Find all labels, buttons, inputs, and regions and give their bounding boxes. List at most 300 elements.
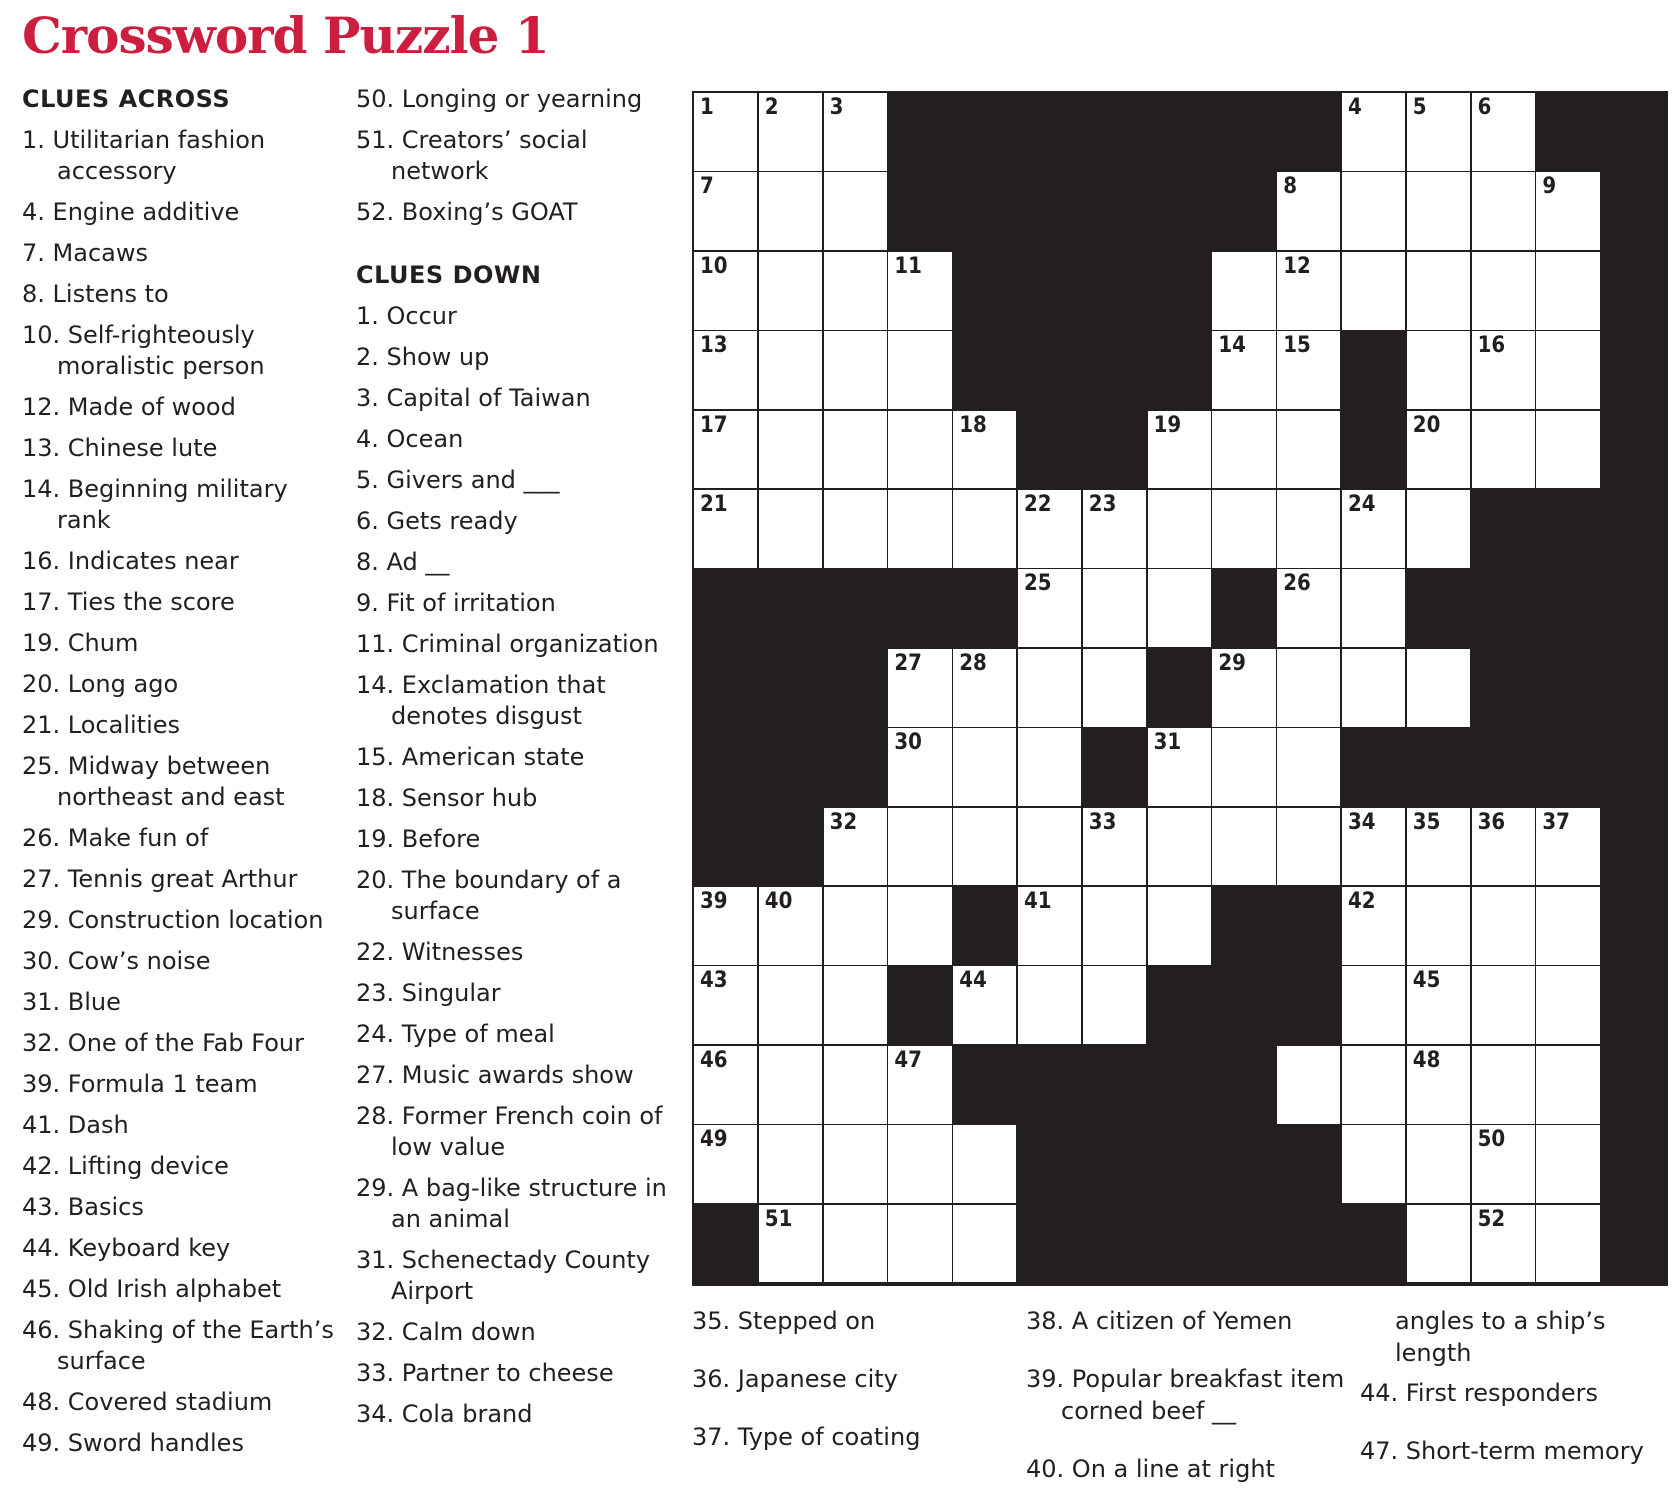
grid-block <box>1212 887 1277 967</box>
grid-cell[interactable] <box>1342 93 1407 173</box>
clue-item: 31. Blue <box>22 988 121 1016</box>
grid-cell[interactable] <box>888 728 953 808</box>
clue-item: 47. Short-term memory <box>1360 1437 1644 1465</box>
cell-number: 43 <box>700 968 728 994</box>
grid-cell[interactable] <box>953 490 1018 570</box>
clue-item: 42. Lifting device <box>22 1152 229 1180</box>
clue-item: 44. First responders <box>1360 1379 1599 1407</box>
grid-cell[interactable] <box>1342 252 1407 332</box>
grid-cell[interactable] <box>1277 252 1342 332</box>
grid-block <box>1018 93 1083 173</box>
cell-number: 11 <box>894 253 922 279</box>
clue-item: 4. Ocean <box>356 425 464 453</box>
grid-cell[interactable] <box>824 411 889 491</box>
cell-number: 29 <box>1218 650 1246 676</box>
grid-cell[interactable] <box>953 1125 1018 1205</box>
grid-block <box>1277 1125 1342 1205</box>
grid-block <box>1212 172 1277 252</box>
grid-block <box>1472 490 1537 570</box>
cell-number: 49 <box>700 1127 728 1153</box>
grid-cell[interactable] <box>953 808 1018 888</box>
grid-block <box>1407 569 1472 649</box>
grid-cell[interactable] <box>1342 490 1407 570</box>
clue-item: 12. Made of wood <box>22 393 236 421</box>
clue-item: 44. Keyboard key <box>22 1234 231 1262</box>
grid-cell[interactable] <box>1212 808 1277 888</box>
grid-cell[interactable] <box>1407 887 1472 967</box>
grid-cell[interactable] <box>1148 569 1213 649</box>
clue-item: 3. Capital of Taiwan <box>356 384 591 412</box>
clue-item: 16. Indicates near <box>22 547 239 575</box>
clue-item: 35. Stepped on <box>692 1307 876 1335</box>
grid-block <box>1601 490 1666 570</box>
clue-item: 22. Witnesses <box>356 938 524 966</box>
clue-item: 19. Chum <box>22 629 139 657</box>
clue-item: 19. Before <box>356 825 481 853</box>
grid-cell[interactable] <box>759 93 824 173</box>
grid-cell[interactable] <box>824 172 889 252</box>
grid-block <box>1018 1205 1083 1285</box>
grid-block <box>1018 252 1083 332</box>
grid-cell[interactable] <box>1083 490 1148 570</box>
grid-block <box>888 966 953 1046</box>
grid-block <box>1148 93 1213 173</box>
clues-across-heading: CLUES ACROSS <box>22 85 231 113</box>
clue-item: 8. Listens to <box>22 280 169 308</box>
grid-cell[interactable] <box>759 966 824 1046</box>
grid-cell[interactable] <box>1342 966 1407 1046</box>
grid-cell[interactable] <box>1018 966 1083 1046</box>
grid-cell[interactable] <box>1536 1046 1601 1126</box>
grid-cell[interactable] <box>824 1205 889 1285</box>
clue-item: 5. Givers and ___ <box>356 466 560 494</box>
cell-number: 41 <box>1024 889 1052 914</box>
cell-number: 13 <box>700 333 728 359</box>
grid-cell[interactable] <box>1083 649 1148 729</box>
grid-block <box>1083 331 1148 411</box>
grid-cell[interactable] <box>694 172 759 252</box>
cell-number: 20 <box>1412 412 1441 438</box>
grid-cell[interactable] <box>759 887 824 967</box>
grid-cell[interactable] <box>1472 331 1537 411</box>
grid-cell[interactable] <box>824 808 889 888</box>
grid-cell[interactable] <box>1212 649 1277 729</box>
grid-cell[interactable] <box>1277 808 1342 888</box>
cell-number: 30 <box>894 730 922 756</box>
grid-block <box>1212 569 1277 649</box>
clue-item: 20. The boundary of a surface <box>356 866 622 925</box>
cell-number: 52 <box>1477 1206 1506 1232</box>
clue-item: 28. Former French coin of low value <box>356 1102 663 1161</box>
clue-item: 45. Old Irish alphabet <box>22 1275 282 1303</box>
grid-cell[interactable] <box>694 252 759 332</box>
clues-down-bottom-2 <box>1026 1305 1346 1511</box>
grid-cell[interactable] <box>1148 490 1213 570</box>
grid-block <box>953 331 1018 411</box>
cell-number: 7 <box>700 174 714 200</box>
grid-block <box>1601 728 1666 808</box>
grid-cell[interactable] <box>1083 808 1148 888</box>
grid-cell[interactable] <box>1018 808 1083 888</box>
grid-cell[interactable] <box>694 1046 759 1126</box>
grid-cell[interactable] <box>1212 411 1277 491</box>
grid-cell[interactable] <box>1472 1205 1537 1285</box>
grid-block <box>694 808 759 888</box>
grid-block <box>1472 728 1537 808</box>
grid-cell[interactable] <box>888 1046 953 1126</box>
grid-cell[interactable] <box>1148 887 1213 967</box>
clue-item: 14. Exclamation that denotes disgust <box>356 671 606 730</box>
grid-block <box>1018 411 1083 491</box>
clue-item: 17. Ties the score <box>22 588 235 616</box>
grid-block <box>1083 411 1148 491</box>
grid-cell[interactable] <box>1018 887 1083 967</box>
grid-block <box>824 569 889 649</box>
grid-block <box>759 728 824 808</box>
grid-cell[interactable] <box>1536 172 1601 252</box>
crossword-grid <box>692 91 1668 1286</box>
grid-cell[interactable] <box>888 1125 953 1205</box>
grid-block <box>1601 808 1666 888</box>
grid-block <box>1601 331 1666 411</box>
grid-block <box>1472 569 1537 649</box>
clue-item: 48. Covered stadium <box>22 1388 273 1416</box>
grid-cell[interactable] <box>1277 411 1342 491</box>
cell-number: 36 <box>1477 809 1506 835</box>
cell-number: 33 <box>1088 809 1117 835</box>
grid-block <box>888 569 953 649</box>
grid-block <box>1601 411 1666 491</box>
cell-number: 23 <box>1088 492 1117 517</box>
clue-item: 6. Gets ready <box>356 507 518 535</box>
grid-cell[interactable] <box>1472 1125 1537 1205</box>
grid-block <box>953 1046 1018 1126</box>
grid-cell[interactable] <box>824 331 889 411</box>
clue-item: 29. Construction location <box>22 906 324 934</box>
clue-item: 38. A citizen of Yemen <box>1026 1307 1293 1335</box>
clue-item: 13. Chinese lute <box>22 434 218 462</box>
grid-block <box>1083 172 1148 252</box>
grid-cell[interactable] <box>759 252 824 332</box>
cell-number: 34 <box>1348 809 1376 835</box>
grid-block <box>1212 1125 1277 1205</box>
grid-cell[interactable] <box>824 490 889 570</box>
grid-cell[interactable] <box>1083 569 1148 649</box>
grid-cell[interactable] <box>1472 808 1537 888</box>
grid-cell[interactable] <box>694 966 759 1046</box>
grid-cell[interactable] <box>824 1125 889 1205</box>
grid-cell[interactable] <box>1018 490 1083 570</box>
grid-cell[interactable] <box>694 93 759 173</box>
grid-cell[interactable] <box>1342 887 1407 967</box>
grid-cell[interactable] <box>1407 252 1472 332</box>
clue-item: 30. Cow’s noise <box>22 947 211 975</box>
grid-cell[interactable] <box>1536 411 1601 491</box>
grid-cell[interactable] <box>1407 1205 1472 1285</box>
cell-number: 27 <box>894 650 922 676</box>
clue-item: 27. Music awards show <box>356 1061 634 1089</box>
grid-cell[interactable] <box>1277 490 1342 570</box>
grid-block <box>953 252 1018 332</box>
grid-block <box>1601 887 1666 967</box>
grid-block <box>1277 887 1342 967</box>
cell-number: 48 <box>1412 1047 1441 1073</box>
grid-cell[interactable] <box>1407 1046 1472 1126</box>
grid-cell[interactable] <box>1148 411 1213 491</box>
cell-number: 44 <box>959 968 987 994</box>
grid-cell[interactable] <box>694 887 759 967</box>
grid-cell[interactable] <box>1407 966 1472 1046</box>
cell-number: 47 <box>894 1047 922 1073</box>
grid-block <box>1148 966 1213 1046</box>
grid-block <box>1601 252 1666 332</box>
grid-cell[interactable] <box>1536 252 1601 332</box>
grid-cell[interactable] <box>1342 569 1407 649</box>
grid-cell[interactable] <box>888 252 953 332</box>
grid-block <box>1342 1205 1407 1285</box>
grid-cell[interactable] <box>888 649 953 729</box>
grid-block <box>1536 569 1601 649</box>
clues-column-2 <box>356 84 676 1440</box>
grid-cell[interactable] <box>1342 808 1407 888</box>
grid-cell[interactable] <box>759 490 824 570</box>
grid-block <box>1018 331 1083 411</box>
clue-item: 31. Schenectady County Airport <box>356 1246 651 1305</box>
grid-block <box>1148 1046 1213 1126</box>
cell-number: 2 <box>764 95 779 120</box>
grid-block <box>1536 93 1601 173</box>
grid-cell[interactable] <box>1148 808 1213 888</box>
grid-cell[interactable] <box>1536 966 1601 1046</box>
grid-cell[interactable] <box>1472 411 1537 491</box>
grid-block <box>1601 1205 1666 1285</box>
grid-cell[interactable] <box>759 1125 824 1205</box>
grid-cell[interactable] <box>953 966 1018 1046</box>
cell-number: 9 <box>1542 174 1557 200</box>
grid-cell[interactable] <box>1277 649 1342 729</box>
grid-cell[interactable] <box>1407 808 1472 888</box>
grid-cell[interactable] <box>888 490 953 570</box>
grid-cell[interactable] <box>1342 1046 1407 1126</box>
grid-cell[interactable] <box>694 331 759 411</box>
grid-block <box>1536 490 1601 570</box>
grid-cell[interactable] <box>1536 887 1601 967</box>
grid-cell[interactable] <box>1083 966 1148 1046</box>
clue-item: 25. Midway between northeast and east <box>22 752 285 811</box>
clue-item: 4. Engine additive <box>22 198 240 226</box>
grid-cell[interactable] <box>824 1046 889 1126</box>
grid-block <box>1083 728 1148 808</box>
grid-block <box>1277 93 1342 173</box>
grid-cell[interactable] <box>759 1046 824 1126</box>
grid-cell[interactable] <box>1342 172 1407 252</box>
grid-cell[interactable] <box>1407 331 1472 411</box>
grid-cell[interactable] <box>1472 966 1537 1046</box>
grid-cell[interactable] <box>953 649 1018 729</box>
grid-block <box>1212 93 1277 173</box>
grid-block <box>1018 1125 1083 1205</box>
grid-cell[interactable] <box>1407 172 1472 252</box>
grid-cell[interactable] <box>1277 172 1342 252</box>
grid-cell[interactable] <box>759 1205 824 1285</box>
grid-cell[interactable] <box>888 808 953 888</box>
grid-cell[interactable] <box>1212 252 1277 332</box>
clues-down-bottom-1 <box>692 1305 1012 1479</box>
grid-block <box>1342 331 1407 411</box>
grid-block <box>1083 1125 1148 1205</box>
grid-cell[interactable] <box>953 728 1018 808</box>
grid-cell[interactable] <box>1472 252 1537 332</box>
cell-number: 1 <box>700 95 714 120</box>
grid-cell[interactable] <box>824 887 889 967</box>
cell-number: 50 <box>1477 1127 1506 1153</box>
grid-block <box>1342 411 1407 491</box>
grid-block <box>824 649 889 729</box>
clue-item: 41. Dash <box>22 1111 129 1139</box>
grid-cell[interactable] <box>1083 887 1148 967</box>
grid-block <box>1536 728 1601 808</box>
grid-block <box>759 649 824 729</box>
clue-item: 32. One of the Fab Four <box>22 1029 304 1057</box>
clues-across-continued <box>356 84 676 228</box>
grid-cell[interactable] <box>1536 1205 1601 1285</box>
cell-number: 26 <box>1283 571 1311 597</box>
clue-item: 2. Show up <box>356 343 490 371</box>
clue-item: 51. Creators’ social network <box>356 126 588 185</box>
cell-number: 28 <box>959 650 987 676</box>
cell-number: 21 <box>700 492 728 517</box>
clues-down-list <box>356 301 676 1430</box>
grid-block <box>1018 1046 1083 1126</box>
cell-number: 25 <box>1024 571 1052 597</box>
grid-cell[interactable] <box>888 411 953 491</box>
cell-number: 31 <box>1153 730 1182 756</box>
grid-cell[interactable] <box>1018 569 1083 649</box>
grid-cell[interactable] <box>694 411 759 491</box>
grid-cell[interactable] <box>1472 93 1537 173</box>
cell-number: 10 <box>700 253 728 279</box>
grid-cell[interactable] <box>1472 1046 1537 1126</box>
grid-cell[interactable] <box>1472 172 1537 252</box>
clue-item: 34. Cola brand <box>356 1400 533 1428</box>
grid-cell[interactable] <box>694 490 759 570</box>
grid-cell[interactable] <box>1407 649 1472 729</box>
grid-cell[interactable] <box>953 411 1018 491</box>
clue-item: 33. Partner to cheese <box>356 1359 614 1387</box>
clues-down-heading: CLUES DOWN <box>356 261 542 289</box>
grid-block <box>1277 1205 1342 1285</box>
grid-cell[interactable] <box>1277 1046 1342 1126</box>
grid-cell[interactable] <box>1407 490 1472 570</box>
clue-item: 1. Occur <box>356 302 457 330</box>
clue-item: 11. Criminal organization <box>356 630 659 658</box>
cell-number: 12 <box>1283 253 1311 279</box>
grid-cell[interactable] <box>1536 331 1601 411</box>
grid-cell[interactable] <box>1018 728 1083 808</box>
clue-item: 20. Long ago <box>22 670 179 698</box>
cell-number: 16 <box>1477 333 1506 359</box>
grid-block <box>1536 649 1601 729</box>
grid-cell[interactable] <box>824 966 889 1046</box>
cell-number: 3 <box>829 95 844 120</box>
grid-block <box>1472 649 1537 729</box>
grid-block <box>1601 93 1666 173</box>
grid-cell[interactable] <box>1536 808 1601 888</box>
grid-cell[interactable] <box>1277 331 1342 411</box>
clue-item: 32. Calm down <box>356 1318 536 1346</box>
grid-cell[interactable] <box>888 331 953 411</box>
grid-cell[interactable] <box>1277 569 1342 649</box>
grid-cell[interactable] <box>759 172 824 252</box>
grid-cell[interactable] <box>1212 728 1277 808</box>
grid-block <box>694 1205 759 1285</box>
grid-block <box>1083 93 1148 173</box>
clue-item: 8. Ad __ <box>356 548 450 576</box>
grid-block <box>1083 1046 1148 1126</box>
grid-cell[interactable] <box>1342 1125 1407 1205</box>
grid-cell[interactable] <box>824 93 889 173</box>
grid-cell[interactable] <box>888 887 953 967</box>
grid-block <box>694 569 759 649</box>
grid-cell[interactable] <box>1407 411 1472 491</box>
grid-cell[interactable] <box>824 252 889 332</box>
cell-number: 18 <box>959 412 987 438</box>
grid-cell[interactable] <box>1407 93 1472 173</box>
cell-number: 35 <box>1412 809 1441 835</box>
cell-number: 32 <box>829 809 858 835</box>
clues-across-list <box>22 125 342 1459</box>
clue-item: 7. Macaws <box>22 239 148 267</box>
grid-cell[interactable] <box>694 1125 759 1205</box>
grid-cell[interactable] <box>1536 1125 1601 1205</box>
grid-block <box>1212 1205 1277 1285</box>
clue-item: 29. A bag-like structure in an animal <box>356 1174 667 1233</box>
cell-number: 14 <box>1218 333 1246 359</box>
grid-block <box>953 569 1018 649</box>
grid-cell[interactable] <box>1212 490 1277 570</box>
clue-item: 37. Type of coating <box>692 1423 921 1451</box>
grid-block <box>1148 172 1213 252</box>
grid-cell[interactable] <box>888 1205 953 1285</box>
grid-block <box>953 172 1018 252</box>
clue-item: 18. Sensor hub <box>356 784 538 812</box>
puzzle-title: Crossword Puzzle 1 <box>22 6 549 65</box>
grid-cell[interactable] <box>1407 1125 1472 1205</box>
grid-block <box>1148 649 1213 729</box>
grid-cell[interactable] <box>1018 649 1083 729</box>
grid-block <box>1601 569 1666 649</box>
grid-cell[interactable] <box>759 331 824 411</box>
grid-cell[interactable] <box>1472 887 1537 967</box>
clue-item: 26. Make fun of <box>22 824 209 852</box>
grid-cell[interactable] <box>1277 728 1342 808</box>
grid-cell[interactable] <box>1212 331 1277 411</box>
clue-item: 24. Type of meal <box>356 1020 555 1048</box>
clue-item: 15. American state <box>356 743 585 771</box>
grid-cell[interactable] <box>1342 649 1407 729</box>
clue-item: 14. Beginning military rank <box>22 475 288 534</box>
grid-cell[interactable] <box>759 411 824 491</box>
clues-across-column <box>22 84 342 1469</box>
grid-block <box>1601 1046 1666 1126</box>
clue-item: 10. Self-righteously moralistic person <box>22 321 265 380</box>
grid-block <box>1601 649 1666 729</box>
grid-cell[interactable] <box>1148 728 1213 808</box>
grid-cell[interactable] <box>953 1205 1018 1285</box>
grid-block <box>1148 252 1213 332</box>
grid-block <box>888 93 953 173</box>
grid-block <box>759 808 824 888</box>
